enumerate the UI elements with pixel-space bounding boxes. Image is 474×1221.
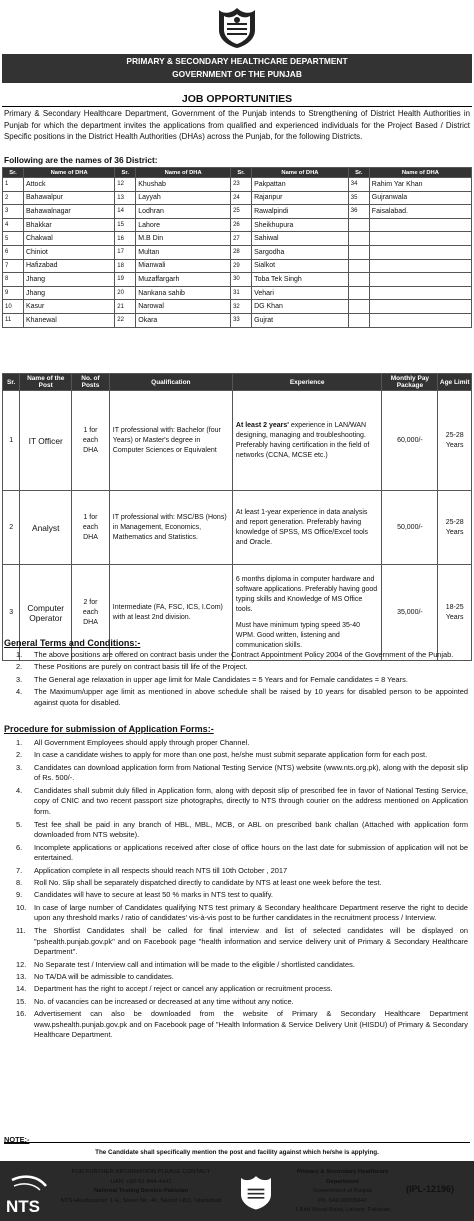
job-sr: 2 bbox=[3, 491, 20, 565]
district-sr: 34 bbox=[348, 178, 369, 192]
district-sr: 31 bbox=[231, 286, 252, 300]
district-name: Sheikhupura bbox=[252, 218, 349, 232]
district-name: Hafizabad bbox=[24, 259, 115, 273]
list-item-text: Test fee shall be paid in any branch of HBL, MBL, MCB, or ABL on prescribed bank challan (Attached with application form downloaded from NTS website). bbox=[34, 819, 468, 840]
district-sr: 28 bbox=[231, 245, 252, 259]
district-sr bbox=[348, 273, 369, 287]
experience-highlight: At least 2 years' bbox=[235, 421, 289, 429]
district-sr: 2 bbox=[3, 191, 24, 205]
district-name: Jhang bbox=[24, 273, 115, 287]
district-name: Khanewal bbox=[24, 313, 115, 327]
col-sr: Sr. bbox=[231, 168, 252, 178]
job-qualification: Intermediate (FA, FSC, ICS, I.Com) with at least 2nd division. bbox=[109, 565, 232, 661]
job-posts: 1 for each DHA bbox=[72, 491, 110, 565]
list-item-number: 1. bbox=[16, 650, 23, 659]
government-name: GOVERNMENT OF THE PUNJAB bbox=[172, 69, 302, 79]
district-sr: 19 bbox=[115, 273, 136, 287]
district-sr: 4 bbox=[3, 218, 24, 232]
district-name: Okara bbox=[136, 313, 231, 327]
district-name: Narowal bbox=[136, 300, 231, 314]
district-name bbox=[369, 259, 471, 273]
general-terms-heading: General Terms and Conditions:- bbox=[4, 638, 141, 648]
job-post: Computer Operator bbox=[20, 565, 72, 661]
list-item-text: The Maximum/upper age limit as mentioned in above schedule shall be raised by 10 years for disabled person to be appointed against quota for disabled. bbox=[34, 686, 468, 707]
district-row bbox=[3, 178, 472, 192]
district-row bbox=[3, 232, 472, 246]
list-item bbox=[4, 926, 468, 958]
district-sr: 21 bbox=[115, 300, 136, 314]
list-item-text: No Separate test / Interview call and intimation will be made to the eligible / shortlisted candidates. bbox=[34, 959, 355, 969]
district-sr: 24 bbox=[231, 191, 252, 205]
note-label: NOTE:- bbox=[4, 1135, 30, 1144]
district-name bbox=[369, 300, 471, 314]
district-name: Sahiwal bbox=[252, 232, 349, 246]
job-age: 18-25 Years bbox=[438, 565, 472, 661]
district-row bbox=[3, 259, 472, 273]
list-item bbox=[4, 903, 468, 925]
district-name: M.B Din bbox=[136, 232, 231, 246]
district-name: Attock bbox=[24, 178, 115, 192]
footer-department bbox=[280, 1168, 405, 1216]
list-item-text: The Shortlist Candidates shall be called for final interview and list of selected candidates will be displayed on "pshealth.punjab.gov.pk" and on Facebook page "health information and service delivery unit of Primary & Secondary Healthcare Department". bbox=[34, 925, 468, 957]
district-name: Gujranwala bbox=[369, 191, 471, 205]
col-qualification: Qualification bbox=[109, 374, 232, 391]
list-item-text: Application complete in all respects should reach NTS till 10th October , 2017 bbox=[34, 865, 288, 875]
list-item-text: In case of large number of Candidates qualifying NTS test primary & Secondary healthcare Department reserve the right to decide upon any threshold marks / ratio of candidates' vis-à-vis post to be further candidates in the recruitment process / Interview. bbox=[34, 902, 468, 923]
list-item-text: Roll No. Slip shall be separately dispatched directly to candidate by NTS at least one week before the test. bbox=[34, 878, 382, 888]
district-name: Khushab bbox=[136, 178, 231, 192]
list-item-text: Candidates will have to secure at least 50 % marks in NTS test to qualify. bbox=[34, 890, 273, 900]
footer-line: Ph. 042-99205840 bbox=[318, 1197, 367, 1204]
district-row bbox=[3, 313, 472, 327]
district-name: Toba Tek Singh bbox=[252, 273, 349, 287]
district-sr: 16 bbox=[115, 232, 136, 246]
list-item-number: 1. bbox=[16, 738, 23, 747]
district-sr: 7 bbox=[3, 259, 24, 273]
list-item-number: 8. bbox=[16, 878, 23, 888]
district-sr: 27 bbox=[231, 232, 252, 246]
district-row bbox=[3, 245, 472, 259]
list-item-number: 14. bbox=[16, 984, 27, 994]
district-name: Faisalabad. bbox=[369, 205, 471, 219]
list-item-number: 2. bbox=[16, 662, 23, 672]
footer-line: FOR FURTHER INFORMATION PLEASE CONTACT bbox=[71, 1169, 211, 1175]
list-item bbox=[4, 878, 468, 889]
job-experience bbox=[232, 565, 382, 661]
nts-logo-text: NTS bbox=[6, 1197, 40, 1216]
jobs-table bbox=[2, 373, 472, 661]
col-name: Name of DHA bbox=[136, 168, 231, 178]
list-item-text: Candidates shall submit duly filled in Application form, along with deposit slip of prescribed fee in favor of National Testing Service, copy of CNIC and two recent passport size photographs, directly to NTS through courier on the address mentioned on Application form. bbox=[34, 785, 468, 817]
district-sr: 1 bbox=[3, 178, 24, 192]
list-item-number: 3. bbox=[16, 674, 23, 684]
department-name: PRIMARY & SECONDARY HEALTHCARE DEPARTMENT bbox=[126, 56, 348, 66]
district-name: Chiniot bbox=[24, 245, 115, 259]
job-experience bbox=[232, 391, 382, 491]
district-name: Bhakkar bbox=[24, 218, 115, 232]
district-name: Pakpattan bbox=[252, 178, 349, 192]
list-item bbox=[4, 687, 468, 709]
district-sr: 17 bbox=[115, 245, 136, 259]
list-item-text: Incomplete applications or applications received after close of office hours on the last date for submission of application will not be entertained. bbox=[34, 842, 468, 863]
list-item bbox=[4, 675, 468, 686]
district-name: Mianwali bbox=[136, 259, 231, 273]
district-sr: 10 bbox=[3, 300, 24, 314]
list-item-text: No TA/DA will be admissible to candidates. bbox=[34, 971, 174, 981]
list-item bbox=[4, 738, 468, 749]
experience-requirement: Must have minimum typing speed 35-40 WPM. Good written, listening and communication skills. bbox=[235, 621, 361, 649]
job-post: IT Officer bbox=[20, 391, 72, 491]
district-sr: 11 bbox=[3, 313, 24, 327]
district-name: DG Khan bbox=[252, 300, 349, 314]
col-posts: No. of Posts bbox=[72, 374, 110, 391]
list-item-text: In case a candidate wishes to apply for more than one post, he/she must submit separate application form for each post. bbox=[34, 750, 428, 760]
job-sr: 3 bbox=[3, 565, 20, 661]
list-item bbox=[4, 843, 468, 865]
footer-line: National Testing Service-Pakistan bbox=[93, 1188, 189, 1194]
district-name: Sialkot bbox=[252, 259, 349, 273]
col-experience: Experience bbox=[232, 374, 382, 391]
job-row bbox=[3, 491, 472, 565]
job-qualification: IT professional with: Bachelor (four Years) or Master's degree in Computer Sciences or Equivalent bbox=[109, 391, 232, 491]
list-item-text: The above positions are offered on contract basis under the Contract Appointment Policy 2004 of the Government of the Punjab. bbox=[34, 650, 454, 659]
district-sr: 9 bbox=[3, 286, 24, 300]
list-item-number: 13. bbox=[16, 971, 27, 981]
list-item bbox=[4, 750, 468, 761]
list-item bbox=[4, 866, 468, 877]
list-item-number: 5. bbox=[16, 819, 23, 829]
district-sr bbox=[348, 245, 369, 259]
district-sr: 13 bbox=[115, 191, 136, 205]
experience-text: experience in LAN/WAN designing, managing and troubleshooting. Preferably having certification in the field of networks (CCNA, MCSE etc.) bbox=[235, 421, 370, 459]
job-row bbox=[3, 391, 472, 491]
col-name: Name of DHA bbox=[252, 168, 349, 178]
district-sr: 3 bbox=[3, 205, 24, 219]
job-pay: 50,000/- bbox=[382, 491, 438, 565]
district-sr bbox=[348, 300, 369, 314]
district-sr: 6 bbox=[3, 245, 24, 259]
district-row bbox=[3, 300, 472, 314]
col-sr: Sr. bbox=[348, 168, 369, 178]
footer-contact bbox=[56, 1168, 226, 1206]
district-sr: 32 bbox=[231, 300, 252, 314]
col-pay: Monthly Pay Package bbox=[382, 374, 438, 391]
list-item bbox=[4, 763, 468, 785]
procedure-heading: Procedure for submission of Application Forms:- bbox=[4, 724, 214, 734]
list-item-text: All Government Employees should apply through proper Channel. bbox=[34, 738, 250, 747]
col-sr: Sr. bbox=[115, 168, 136, 178]
list-item-number: 10. bbox=[16, 902, 27, 912]
district-sr bbox=[348, 218, 369, 232]
footer-line: Government of Punjab bbox=[313, 1188, 372, 1194]
list-item-number: 9. bbox=[16, 890, 23, 900]
list-item-number: 12. bbox=[16, 959, 27, 969]
district-row bbox=[3, 286, 472, 300]
nts-logo-icon bbox=[4, 1174, 52, 1218]
district-sr: 8 bbox=[3, 273, 24, 287]
districts-header-row bbox=[3, 168, 472, 178]
district-name: Lahore bbox=[136, 218, 231, 232]
job-qualification: IT professional with: MSC/BS (Hons) in Management, Economics, Mathematics and Statistics. bbox=[109, 491, 232, 565]
district-name bbox=[369, 286, 471, 300]
district-sr bbox=[348, 259, 369, 273]
footer-line: 1 Bird Wood Road, Lahore, Pakistan bbox=[294, 1207, 391, 1213]
footer-line: NTS Headquarter: 1-E, Street No. 46, Sector I-8/2, Islamabad bbox=[60, 1197, 222, 1204]
district-row bbox=[3, 205, 472, 219]
divider bbox=[4, 1142, 470, 1143]
general-terms-list bbox=[4, 650, 468, 710]
list-item-number: 16. bbox=[16, 1008, 27, 1018]
footer-line: UAN: +92-51-844-4441 bbox=[110, 1178, 172, 1185]
job-age: 25-28 Years bbox=[438, 391, 472, 491]
list-item bbox=[4, 650, 468, 661]
footer-line: Primary & Secondary Healthcare Department bbox=[296, 1169, 389, 1185]
district-sr: 33 bbox=[231, 313, 252, 327]
district-name: Sargodha bbox=[252, 245, 349, 259]
district-row bbox=[3, 218, 472, 232]
jobs-header-row bbox=[3, 374, 472, 391]
list-item bbox=[4, 820, 468, 842]
district-sr: 36 bbox=[348, 205, 369, 219]
districts-heading: Following are the names of 36 District: bbox=[4, 155, 158, 165]
list-item bbox=[4, 786, 468, 818]
list-item bbox=[4, 972, 468, 983]
district-name: Bahawalnagar bbox=[24, 205, 115, 219]
list-item-text: The General age relaxation in upper age limit for Male Candidates = 5 Years and for Female candidates = 8 Years. bbox=[34, 674, 408, 684]
district-sr: 26 bbox=[231, 218, 252, 232]
district-sr: 20 bbox=[115, 286, 136, 300]
list-item-text: These Positions are purely on contract basis till life of the Project. bbox=[34, 662, 248, 672]
list-item-number: 4. bbox=[16, 785, 23, 795]
list-item-number: 2. bbox=[16, 750, 23, 760]
col-name: Name of DHA bbox=[24, 168, 115, 178]
job-posts: 2 for each DHA bbox=[72, 565, 110, 661]
col-name: Name of DHA bbox=[369, 168, 471, 178]
list-item-text: Department has the right to accept / reject or cancel any application or recruitment process. bbox=[34, 984, 333, 994]
district-name: Rawalpindi bbox=[252, 205, 349, 219]
job-age: 25-28 Years bbox=[438, 491, 472, 565]
district-name: Lodhran bbox=[136, 205, 231, 219]
district-name: Jhang bbox=[24, 286, 115, 300]
district-name: Rahim Yar Khan bbox=[369, 178, 471, 192]
punjab-government-logo-icon bbox=[213, 4, 261, 50]
district-sr: 18 bbox=[115, 259, 136, 273]
district-sr: 29 bbox=[231, 259, 252, 273]
district-name: Vehari bbox=[252, 286, 349, 300]
list-item-text: No. of vacancies can be increased or decreased at any time without any notice. bbox=[34, 996, 294, 1006]
district-name bbox=[369, 273, 471, 287]
department-header bbox=[2, 54, 472, 83]
district-sr: 23 bbox=[231, 178, 252, 192]
job-experience: At least 1-year experience in data analysis and report generation. Preferably having knowledge of SPSS, MS Office/Excel tools and Oracle. bbox=[232, 491, 382, 565]
list-item bbox=[4, 984, 468, 995]
district-name bbox=[369, 245, 471, 259]
district-sr bbox=[348, 313, 369, 327]
list-item bbox=[4, 890, 468, 901]
district-sr: 30 bbox=[231, 273, 252, 287]
list-item-number: 11. bbox=[16, 925, 26, 935]
list-item bbox=[4, 662, 468, 673]
list-item bbox=[4, 960, 468, 971]
list-item-number: 15. bbox=[16, 996, 27, 1006]
list-item bbox=[4, 1009, 468, 1041]
district-name: Chakwal bbox=[24, 232, 115, 246]
note-text: The Candidate shall specifically mention the post and facility against which he/she is applying. bbox=[95, 1149, 379, 1156]
districts-table bbox=[2, 167, 472, 328]
list-item-number: 6. bbox=[16, 842, 23, 852]
ipl-code: (IPL-12196) bbox=[406, 1184, 455, 1194]
list-item-number: 3. bbox=[16, 762, 23, 772]
district-sr bbox=[348, 286, 369, 300]
district-sr: 5 bbox=[3, 232, 24, 246]
district-name: Nankana sahib bbox=[136, 286, 231, 300]
list-item-number: 4. bbox=[16, 686, 23, 696]
district-name bbox=[369, 313, 471, 327]
district-name bbox=[369, 218, 471, 232]
page-title: JOB OPPORTUNITIES bbox=[2, 93, 472, 107]
punjab-government-logo-icon bbox=[236, 1172, 276, 1212]
district-sr: 12 bbox=[115, 178, 136, 192]
district-name: Kasur bbox=[24, 300, 115, 314]
district-name: Multan bbox=[136, 245, 231, 259]
job-sr: 1 bbox=[3, 391, 20, 491]
district-sr: 35 bbox=[348, 191, 369, 205]
district-name bbox=[369, 232, 471, 246]
job-posts: 1 for each DHA bbox=[72, 391, 110, 491]
district-name: Muzaffargarh bbox=[136, 273, 231, 287]
district-name: Layyah bbox=[136, 191, 231, 205]
intro-paragraph: Primary & Secondary Healthcare Department, Government of the Punjab intends to Strengthening of District Health Authorities in Punjab for which the department invites the applications from qualified and experienced individuals for the Project Based / District Specific positions in the District Health Authorities (DHAs) across the Punjab, for the following Districts. bbox=[4, 109, 470, 142]
col-sr: Sr. bbox=[3, 374, 20, 391]
list-item-text: Advertisement can also be downloaded from the website of Primary & Secondary Healthcare Department www.pshealth.punjab.gov.pk and on Facebook page of "Health Information & Service Delivery Unit (HISDU) of Primary & Secondary Healthcare Department. bbox=[34, 1008, 468, 1040]
col-post: Name of the Post bbox=[20, 374, 72, 391]
district-row bbox=[3, 191, 472, 205]
district-name: Rajanpur bbox=[252, 191, 349, 205]
district-sr: 22 bbox=[115, 313, 136, 327]
district-name: Gujrat bbox=[252, 313, 349, 327]
procedure-list bbox=[4, 738, 468, 1043]
job-pay: 35,000/- bbox=[382, 565, 438, 661]
list-item bbox=[4, 997, 468, 1008]
list-item-text: Candidates can download application form from National Testing Service (NTS) website (www.nts.org.pk), along with the deposit slip of Rs. 500/-. bbox=[34, 762, 468, 783]
col-age: Age Limit bbox=[438, 374, 472, 391]
district-sr: 15 bbox=[115, 218, 136, 232]
job-pay: 60,000/- bbox=[382, 391, 438, 491]
job-post: Analyst bbox=[20, 491, 72, 565]
list-item-number: 7. bbox=[16, 865, 23, 875]
experience-text: 6 months diploma in computer hardware and software applications. Preferably having good typing skills and Knowledge of MS Office tools. bbox=[235, 575, 378, 613]
district-sr bbox=[348, 232, 369, 246]
district-sr: 25 bbox=[231, 205, 252, 219]
district-name: Bahawalpur bbox=[24, 191, 115, 205]
district-row bbox=[3, 273, 472, 287]
col-sr: Sr. bbox=[3, 168, 24, 178]
district-sr: 14 bbox=[115, 205, 136, 219]
